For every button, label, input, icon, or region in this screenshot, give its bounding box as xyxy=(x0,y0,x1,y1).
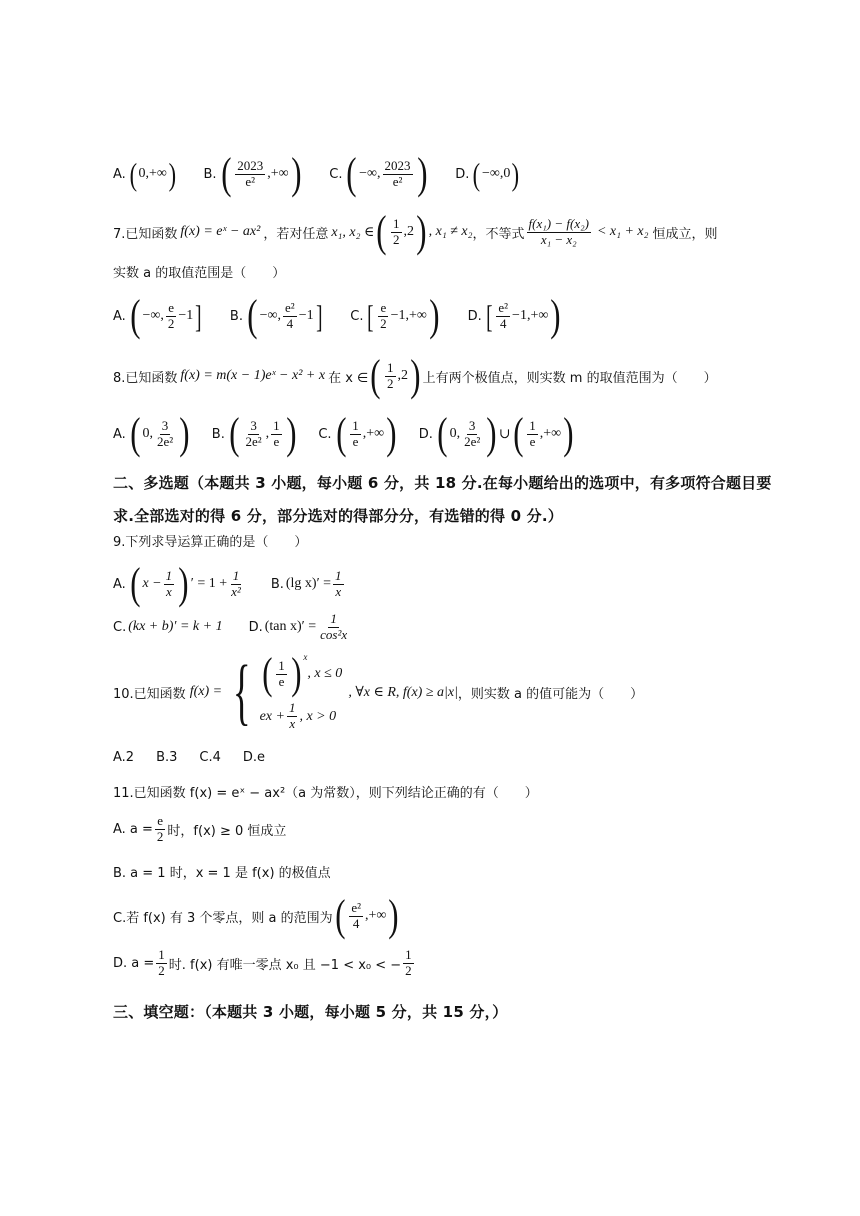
fraction: $\frac{e}{2}$ xyxy=(156,813,164,844)
fraction: $\frac{\text{f(x₁) − f(x₂)}}{\text{x₁ − x₂}}$ xyxy=(528,215,589,247)
fraction: $\frac{\text{e²}}{4}$ xyxy=(351,899,361,931)
q7-option-d: D. [ $\frac{\text{e²}}{4}$ −1,+∞ ) xyxy=(467,291,561,340)
fraction: $\frac{1}{e}$ xyxy=(529,417,536,449)
q10-options xyxy=(113,750,265,765)
q7-options xyxy=(113,291,589,340)
fraction: $\frac{1}{\text{cos²x}}$ xyxy=(320,611,348,642)
fraction: $\frac{1}{e}$ xyxy=(273,417,280,449)
fraction: $\frac{1}{\text{x²}}$ xyxy=(231,567,241,599)
q9-options-ab xyxy=(113,559,372,608)
q11-option-d: D. a = $\frac{1}{2}$ 时. f(x) 有唯一零点 x₀ 且 −1 < x₀ < − $\frac{1}{2}$ xyxy=(113,947,412,978)
q9-option-b: B. (lg x)′ = $\frac{1}{x}$ xyxy=(270,567,342,599)
fraction: $\frac{3}{\text{2e²}}$ xyxy=(156,417,174,449)
fraction: $\frac{1}{2}$ xyxy=(387,359,394,391)
fraction: $\frac{1}{x}$ xyxy=(335,567,342,599)
fraction: $\frac{\text{e²}}{4}$ xyxy=(285,299,295,331)
fraction: $\frac{1}{x}$ xyxy=(165,567,173,599)
q10-stem: 10.已知函数 f(x) = { ( $\frac{1}{e}$ ) $^x$ , x ≤ 0 ex + $\frac{1}{x}$ , x > 0 , ∀x ∈ R, f(x) ≥ a|x| ，则实数 a 的值可能为（ ） xyxy=(113,649,644,733)
section-2-heading-line2: 求.全部选对的得 6 分，部分选对的得部分分，有选错的得 0 分.） xyxy=(113,507,563,525)
q8-option-b: B. ( $\frac{3}{\text{2e²}}$ , $\frac{1}{e}$ ) xyxy=(211,409,297,458)
fraction: $\frac{3}{\text{2e²}}$ xyxy=(245,417,262,449)
case-1: ( $\frac{1}{e}$ ) $^x$ , x ≤ 0 xyxy=(261,649,343,698)
fraction: $\frac{1}{e}$ xyxy=(278,657,285,689)
q11-option-c: C.若 f(x) 有 3 个零点，则 a 的范围为 ( $\frac{\text{e²}}{4}$ ,+∞ ) xyxy=(113,891,399,940)
q6-option-b: B. ( $\frac{2023}{\text{e²}}$ ,+∞ ) xyxy=(203,149,302,198)
q8-option-c: C. ( $\frac{1}{e}$ ,+∞ ) xyxy=(318,409,397,458)
fraction: $\frac{2023}{\text{e²}}$ xyxy=(237,157,264,189)
fraction: $\frac{3}{\text{2e²}}$ xyxy=(464,417,481,449)
q10-option-c: C.4 xyxy=(199,750,221,765)
q7-stem-line2: 实数 a 的取值范围是（ ） xyxy=(113,266,286,281)
fraction: $\frac{e}{2}$ xyxy=(380,299,387,331)
q6-option-a: A. ( 0,+∞ ) xyxy=(113,156,176,192)
q6-option-d: D. ( −∞,0 ) xyxy=(455,156,520,192)
q8-options xyxy=(113,409,602,458)
q11-stem: 11.已知函数 f(x) = eˣ − ax²（a 为常数），则下列结论正确的有（ ） xyxy=(113,786,538,801)
q6-options xyxy=(113,149,547,198)
fraction: $\frac{2023}{\text{e²}}$ xyxy=(384,157,411,189)
case-2: ex + $\frac{1}{x}$ , x > 0 xyxy=(259,700,337,732)
fraction: $\frac{1}{e}$ xyxy=(352,417,359,449)
q10-option-a: A.2 xyxy=(113,750,135,765)
q9-option-c: C. (kx + b)′ = k + 1 xyxy=(113,619,223,635)
q8-stem: 8.已知函数 f(x) = m(x − 1)eˣ − x² + x 在 x ∈ ( $\frac{1}{2}$ ,2 ) 上有两个极值点，则实数 m 的取值范围为（ ） xyxy=(113,351,717,400)
q10-option-d: D.e xyxy=(242,750,266,765)
fraction: $\frac{1}{2}$ xyxy=(393,215,400,247)
fraction: $\frac{1}{x}$ xyxy=(288,700,296,732)
q7-option-a: A. ( −∞, $\frac{e}{2}$ −1 ] xyxy=(113,291,202,340)
fraction: $\frac{1}{2}$ xyxy=(405,947,412,978)
q7-stem: 7.已知函数 f(x) = eˣ − ax² ，若对任意 x₁, x₂ ∈ ( $\frac{1}{2}$ ,2 ) , x₁ ≠ x₂ ，不等式 $\frac{\text{f(x₁) − f(x₂)}}{\text{x₁ − x₂}}$ < x₁ + x₂ 恒成立，则 xyxy=(113,207,718,256)
q8-option-d: D. ( 0, $\frac{3}{\text{2e²}}$ ) ∪ ( $\frac{1}{e}$ ,+∞ ) xyxy=(418,409,574,458)
q10-option-b: B.3 xyxy=(156,750,178,765)
q11-option-a: A. a = $\frac{e}{2}$ 时，f(x) ≥ 0 恒成立 xyxy=(113,813,287,844)
fraction: $\frac{1}{2}$ xyxy=(158,947,165,978)
q7-option-b: B. ( −∞, $\frac{\text{e²}}{4}$ −1 ] xyxy=(229,291,323,340)
fraction: $\frac{e}{2}$ xyxy=(167,299,175,331)
left-brace: { xyxy=(232,651,251,733)
section-2-heading: 二、多选题（本题共 3 小题，每小题 6 分，共 18 分.在每小题给出的选项中，有多项符合题目要 xyxy=(113,474,772,492)
q9-option-d: D. (tan x)′ = $\frac{1}{\text{cos²x}}$ xyxy=(248,611,348,642)
fraction: $\frac{\text{e²}}{4}$ xyxy=(498,299,509,331)
q6-option-c: C. ( −∞, $\frac{2023}{\text{e²}}$ ) xyxy=(329,149,427,198)
q9-options-cd xyxy=(113,612,377,643)
section-3-heading: 三、填空题：（本题共 3 小题，每小题 5 分，共 15 分，） xyxy=(113,1003,508,1021)
q9-option-a: A. ( x − $\frac{1}{x}$ ) ′ = 1 + $\frac{1}{\text{x²}}$ xyxy=(113,559,241,608)
q7-option-c: C. [ $\frac{e}{2}$ −1,+∞ ) xyxy=(350,291,440,340)
q8-option-a: A. ( 0, $\frac{3}{\text{2e²}}$ ) xyxy=(113,409,190,458)
piecewise-cases xyxy=(259,649,343,732)
q11-option-b: B. a = 1 时，x = 1 是 f(x) 的极值点 xyxy=(113,866,331,881)
q9-stem: 9.下列求导运算正确的是（ ） xyxy=(113,535,308,550)
